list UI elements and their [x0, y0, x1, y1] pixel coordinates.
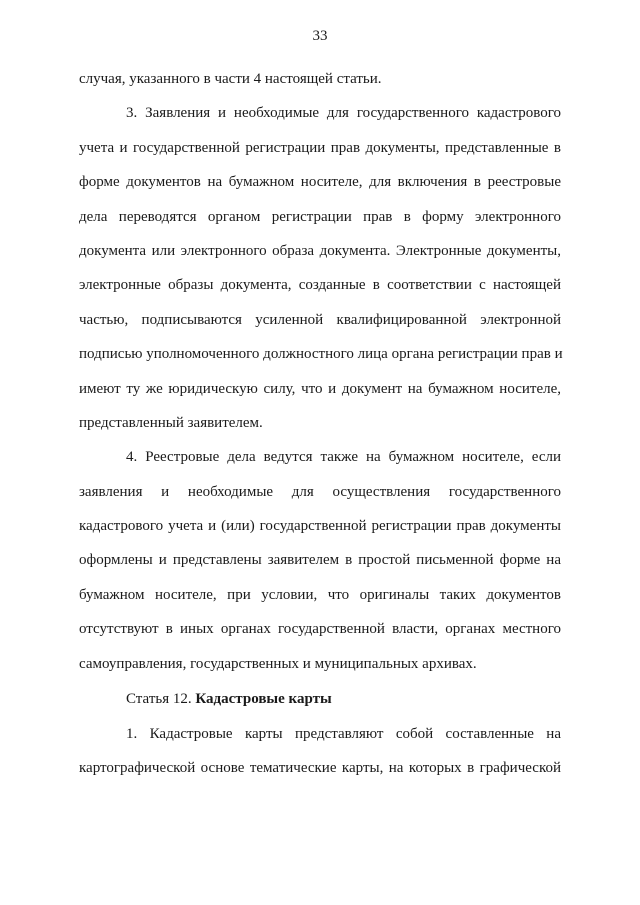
paragraph-3-line: документа или электронного образа документа. Электронные документы, — [79, 242, 561, 259]
article-label: Статья 12. — [126, 691, 192, 708]
paragraph-4-line: 4. Реестровые дела ведутся также на бумажном носителе, если — [126, 449, 561, 466]
paragraph-4-line: самоуправления, государственных и муниципальных архивах. — [79, 655, 477, 672]
paragraph-3-line: частью, подписываются усиленной квалифицированной электронной — [79, 311, 561, 328]
paragraph-3-line: представленный заявителем. — [79, 414, 263, 431]
paragraph-4-line: отсутствуют в иных органах государственной власти, органах местного — [79, 621, 561, 638]
paragraph-3-line: 3. Заявления и необходимые для государственного кадастрового — [126, 105, 561, 122]
paragraph-3-line: дела переводятся органом регистрации прав в форму электронного — [79, 208, 561, 225]
paragraph-3-line: учета и государственной регистрации прав документы, представленные в — [79, 139, 561, 156]
article-title: Кадастровые карты — [195, 691, 332, 708]
paragraph-4-line: кадастрового учета и (или) государственной регистрации прав документы — [79, 518, 561, 535]
paragraph-4-line: бумажном носителе, при условии, что оригиналы таких документов — [79, 586, 561, 603]
paragraph-3-line: подписью уполномоченного должностного лица органа регистрации прав и — [79, 346, 563, 363]
paragraph-3-line: форме документов на бумажном носителе, для включения в реестровые — [79, 174, 561, 191]
paragraph-3-line: имеют ту же юридическую силу, что и документ на бумажном носителе, — [79, 380, 561, 397]
paragraph-3-line: электронные образы документа, созданные в соответствии с настоящей — [79, 277, 561, 294]
text-line: случая, указанного в части 4 настоящей статьи. — [79, 71, 382, 87]
article-12-line: 1. Кадастровые карты представляют собой составленные на — [126, 726, 561, 743]
article-heading — [79, 681, 561, 717]
paragraph-4-line: оформлены и представлены заявителем в простой письменной форме на — [79, 552, 561, 569]
page-number: 33 — [312, 28, 328, 44]
article-12-line: картографической основе тематические карты, на которых в графической — [79, 760, 561, 777]
document-body — [79, 62, 561, 786]
paragraph-4-line: заявления и необходимые для осуществления государственного — [79, 483, 561, 500]
